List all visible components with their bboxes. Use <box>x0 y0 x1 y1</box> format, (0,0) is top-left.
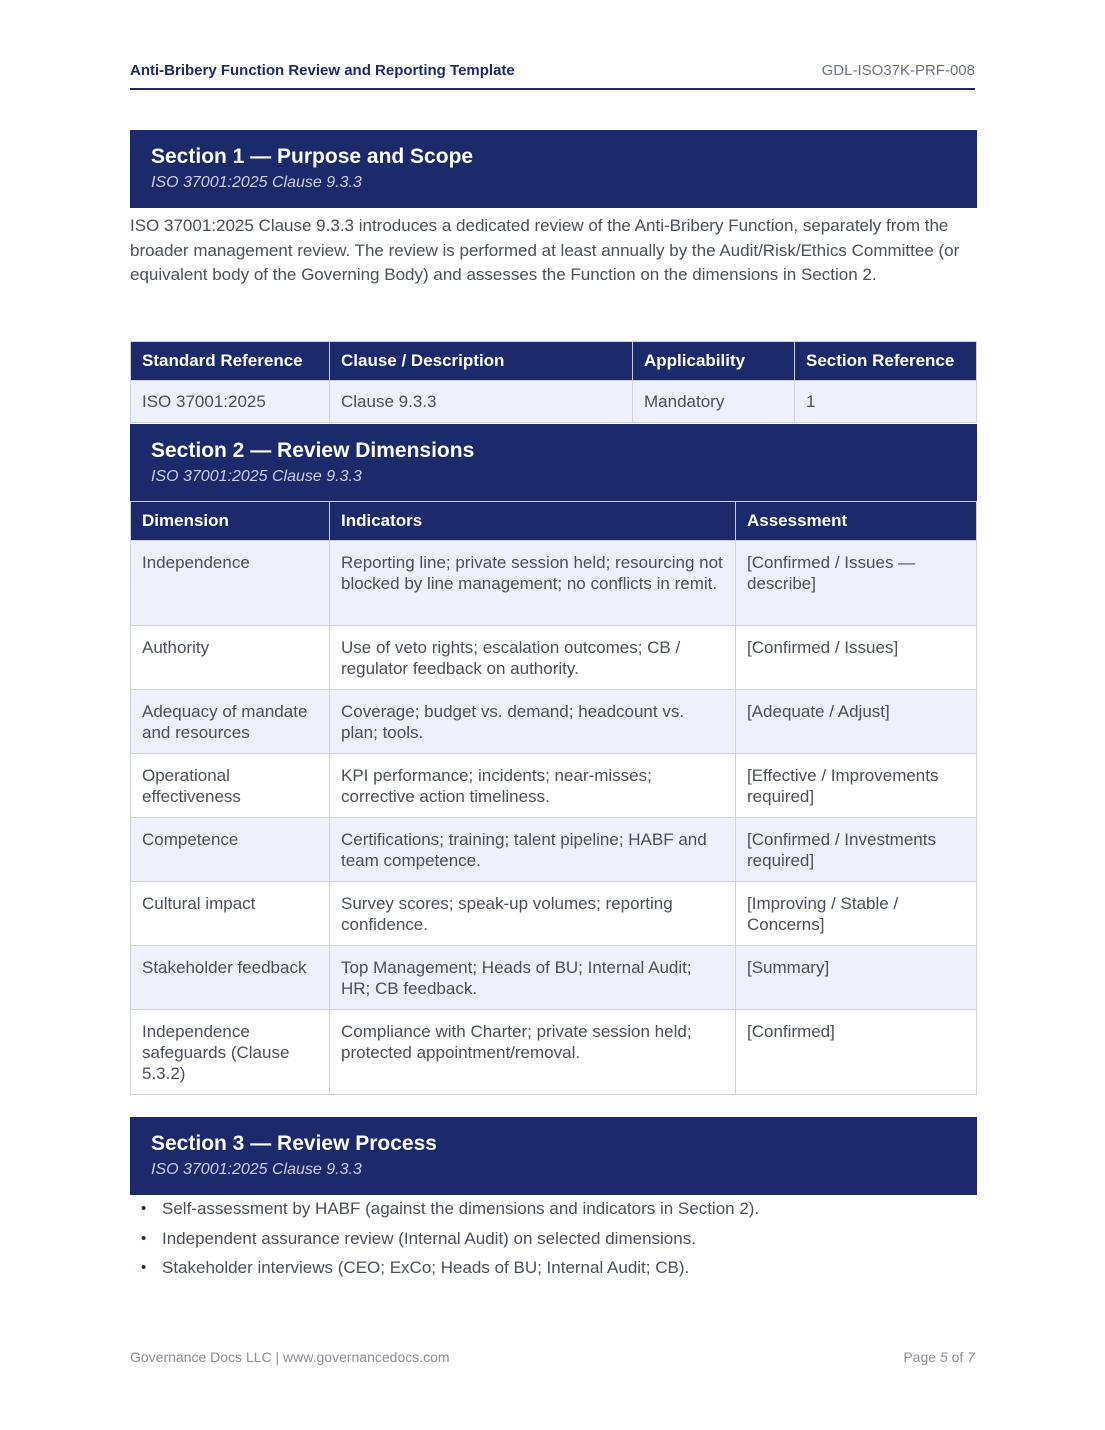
table-cell: Cultural impact <box>131 882 330 946</box>
table-row <box>131 818 977 882</box>
header-cell: Assessment <box>736 502 977 541</box>
header-cell: Section Reference <box>795 342 977 381</box>
page-label: Page <box>903 1349 937 1365</box>
section-1-subtitle: ISO 37001:2025 Clause 9.3.3 <box>151 174 362 191</box>
table-cell: Top Management; Heads of BU; Internal Audit; HR; CB feedback. <box>330 946 736 1010</box>
section-2-title: Section 2 — Review Dimensions <box>151 439 475 462</box>
table-cell: [Effective / Improvements required] <box>736 754 977 818</box>
document-title: Anti-Bribery Function Review and Reporting Template <box>130 62 515 79</box>
section-1-title: Section 1 — Purpose and Scope <box>151 145 474 168</box>
section-1-body: ISO 37001:2025 Clause 9.3.3 introduces a dedicated review of the Anti-Bribery Function, separately from the broader management review. The review is performed at least annually by the Audit/Risk/Ethics Committee (or equivalent body of the Governing Body) and assesses the Function on the dimensions in Section 2. <box>130 216 960 284</box>
page-number <box>903 1349 975 1365</box>
table-cell: Clause 9.3.3 <box>330 381 633 423</box>
page-total: 7 <box>967 1349 975 1365</box>
section-2-banner <box>130 424 977 501</box>
table-row <box>131 1010 977 1095</box>
section-3-subtitle: ISO 37001:2025 Clause 9.3.3 <box>151 1161 362 1178</box>
table-row <box>131 754 977 818</box>
table-cell: Certifications; training; talent pipeline; HABF and team competence. <box>330 818 736 882</box>
page-current: 5 <box>939 1349 948 1365</box>
review-dimensions-table <box>130 501 977 1095</box>
page-of: of <box>951 1349 964 1365</box>
reference-table-header-row <box>131 342 977 381</box>
table-cell: Survey scores; speak-up volumes; reporting confidence. <box>330 882 736 946</box>
document-code: GDL-ISO37K-PRF-008 <box>821 62 975 79</box>
review-process-list <box>130 1198 976 1287</box>
table-cell: Reporting line; private session held; resourcing not blocked by line management; no conflicts in remit. <box>330 541 736 626</box>
table-cell: Independence safeguards (Clause 5.3.2) <box>131 1010 330 1095</box>
section-2-subtitle: ISO 37001:2025 Clause 9.3.3 <box>151 468 362 485</box>
page-footer <box>130 1349 975 1365</box>
header-cell: Indicators <box>330 502 736 541</box>
table-cell: [Confirmed / Investments required] <box>736 818 977 882</box>
section-3-banner <box>130 1117 977 1195</box>
header-cell: Dimension <box>131 502 330 541</box>
table-row <box>131 541 977 626</box>
header-cell: Standard Reference <box>131 342 330 381</box>
table-cell: Compliance with Charter; private session held; protected appointment/removal. <box>330 1010 736 1095</box>
table-row <box>131 690 977 754</box>
table-cell: [Confirmed / Issues] <box>736 626 977 690</box>
list-item-text: Independent assurance review (Internal Audit) on selected dimensions. <box>162 1228 696 1248</box>
list-item <box>130 1228 976 1249</box>
table-cell: [Confirmed / Issues — describe] <box>736 541 977 626</box>
reference-table <box>130 341 977 423</box>
list-item-text: Self-assessment by HABF (against the dimensions and indicators in Section 2). <box>162 1199 760 1218</box>
table-row <box>131 946 977 1010</box>
dimensions-table-header-row <box>131 502 977 541</box>
header-cell: Clause / Description <box>330 342 633 381</box>
table-cell: ISO 37001:2025 <box>131 381 330 423</box>
table-cell: [Confirmed] <box>736 1010 977 1095</box>
list-item-text: Stakeholder interviews (CEO; ExCo; Heads of BU; Internal Audit; CB). <box>162 1258 690 1277</box>
table-row <box>131 381 977 423</box>
table-cell: Use of veto rights; escalation outcomes; CB / regulator feedback on authority. <box>330 626 736 690</box>
table-cell: [Adequate / Adjust] <box>736 690 977 754</box>
table-cell: Adequacy of mandate and resources <box>131 690 330 754</box>
table-cell: Mandatory <box>633 381 795 423</box>
table-cell: KPI performance; incidents; near-misses; corrective action timeliness. <box>330 754 736 818</box>
table-cell: Operational effectiveness <box>131 754 330 818</box>
bullet-icon: • <box>141 1200 147 1217</box>
footer-company: Governance Docs LLC | www.governancedocs.com <box>130 1349 450 1365</box>
table-cell: Coverage; budget vs. demand; headcount vs. plan; tools. <box>330 690 736 754</box>
bullet-icon: • <box>141 1229 147 1247</box>
table-row <box>131 882 977 946</box>
table-cell: Independence <box>131 541 330 626</box>
list-item <box>130 1198 976 1219</box>
section-1-banner <box>130 130 977 208</box>
table-cell: [Summary] <box>736 946 977 1010</box>
table-cell: Competence <box>131 818 330 882</box>
bullet-icon: • <box>141 1259 147 1276</box>
table-cell: 1 <box>795 381 977 423</box>
list-item <box>130 1257 976 1278</box>
section-3-title: Section 3 — Review Process <box>151 1132 437 1155</box>
table-cell: Stakeholder feedback <box>131 946 330 1010</box>
page-header <box>130 62 975 90</box>
table-row <box>131 626 977 690</box>
header-cell: Applicability <box>633 342 795 381</box>
table-cell: [Improving / Stable / Concerns] <box>736 882 977 946</box>
table-cell: Authority <box>131 626 330 690</box>
